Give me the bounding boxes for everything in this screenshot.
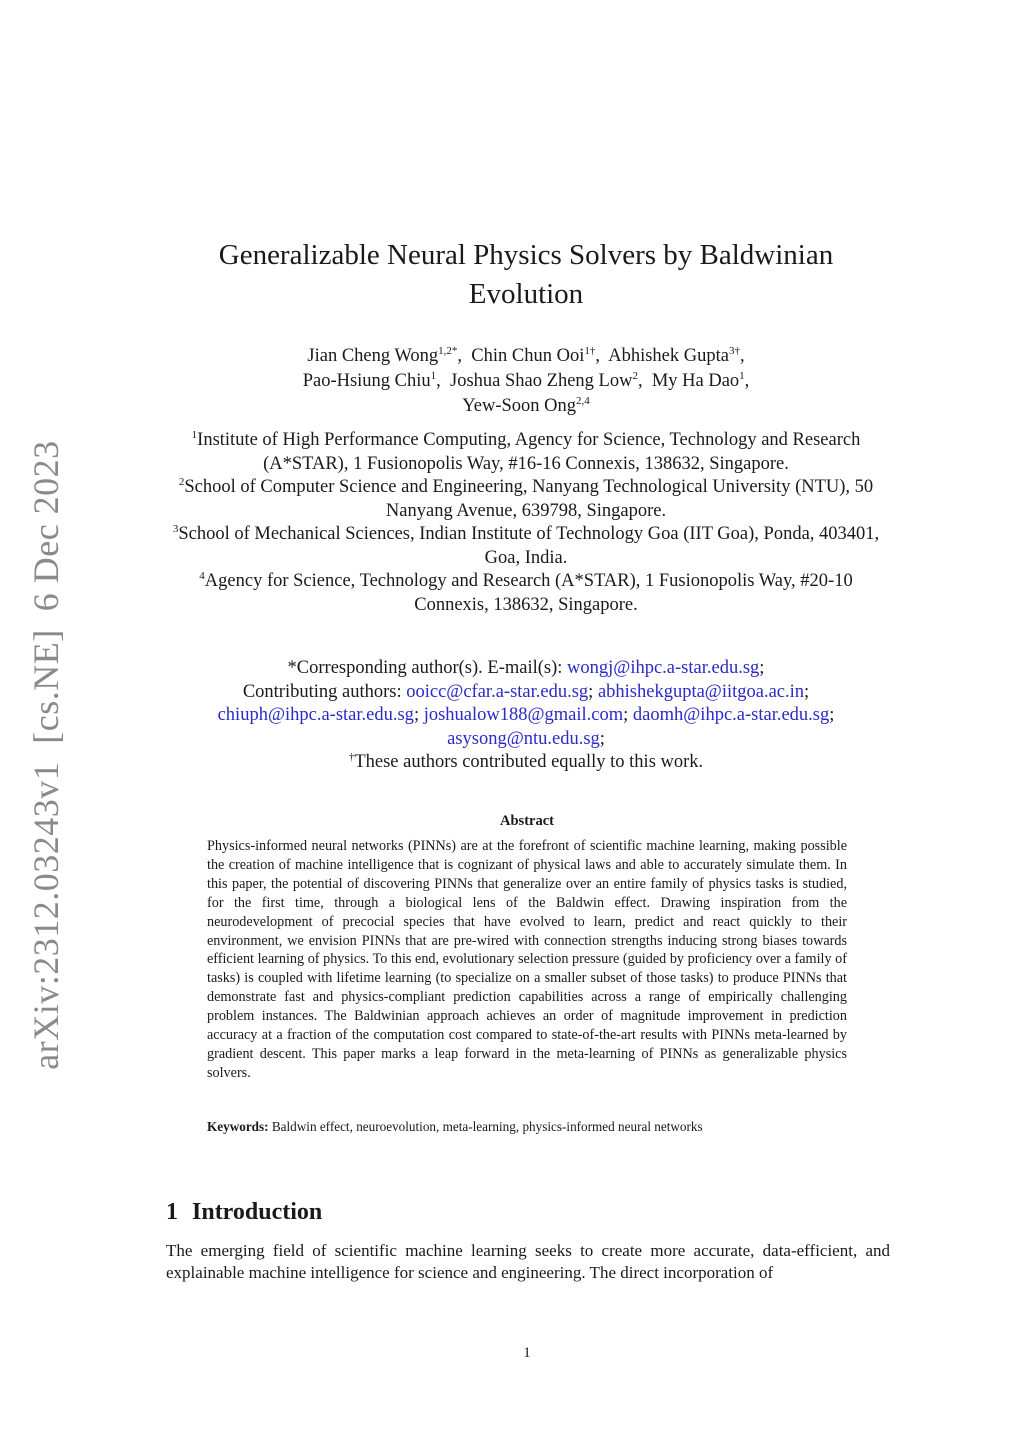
email-link[interactable]: joshualow188@gmail.com <box>423 705 624 725</box>
section-title: Introduction <box>192 1199 323 1225</box>
affiliation: $^2$School of Computer Science and Engineering, Nanyang Technological University (NTU), 50 Nanyang Avenue, 639798, Singapore. <box>178 475 874 521</box>
author: My Ha Dao$^1$, <box>651 369 750 391</box>
email-link[interactable]: asysong@ntu.edu.sg <box>447 728 600 749</box>
abstract-heading: Abstract <box>500 813 554 829</box>
section-heading <box>166 1196 322 1228</box>
author: Joshua Shao Zheng Low$^2$, <box>450 369 643 391</box>
affiliation: $^3$School of Mechanical Sciences, Indian Institute of Technology Goa (IIT Goa), Ponda, 403401, Goa, India. <box>172 522 880 568</box>
section-text: The emerging field of scientific machine learning seeks to create more accurate, data-efficient, and explainable machine intelligence for science and engineering. The direct incorporation of <box>166 1241 890 1282</box>
email-link[interactable]: wongj@ihpc.a-star.edu.sg <box>567 658 760 678</box>
arxiv-category: [cs.NE] <box>26 629 66 744</box>
keywords <box>207 1118 847 1136</box>
contributing-line: chiuph@ihpc.a-star.edu.sg; joshualow188@gmail.com; daomh@ihpc.a-star.edu.sg; <box>217 705 835 725</box>
author: Yew-Soon Ong$^{2,4}$ <box>462 394 590 416</box>
author: Jian Cheng Wong$^{1,2*}$, <box>307 344 463 366</box>
email-link[interactable]: daomh@ihpc.a-star.edu.sg <box>632 705 830 725</box>
affiliation: $^4$Agency for Science, Technology and Research (A*STAR), 1 Fusionopolis Way, #20-10 Connexis, 138632, Singapore. <box>199 569 853 615</box>
email-link[interactable]: chiuph@ihpc.a-star.edu.sg <box>217 705 414 725</box>
author: Chin Chun Ooi$^{1\dagger}$, <box>471 344 600 366</box>
contributing-line: asysong@ntu.edu.sg; <box>447 728 605 749</box>
arxiv-identifier <box>25 422 67 1069</box>
affiliation: $^1$Institute of High Performance Computing, Agency for Science, Technology and Research (A*STAR), 1 Fusionopolis Way, #16-16 Connexis, 138632, Singapore. <box>191 428 861 474</box>
author: Abhishek Gupta$^{3\dagger}$, <box>608 344 745 366</box>
equal-contribution-note: †These authors contributed equally to this work. <box>348 750 704 772</box>
contact-block <box>160 657 892 775</box>
page-number: 1 <box>523 1345 531 1361</box>
contributing-line: Contributing authors: ooicc@cfar.a-star.edu.sg; abhishekgupta@iitgoa.ac.in; <box>242 681 810 702</box>
arxiv-id: arXiv:2312.03243v1 <box>26 761 66 1070</box>
paper-title: Generalizable Neural Physics Solvers by Baldwinian Evolution <box>218 239 834 310</box>
abstract-text: Physics-informed neural networks (PINNs) are at the forefront of scientific machine learning, making possible the creation of machine intelligence that is cognizant of physical laws and able to accurately simulate them. In this paper, the potential of discovering PINNs that generalize over an entire family of physics tasks is studied, for the first time, through a biological lens of the Baldwin effect. Drawing inspiration from the neurodevelopment of precocial species that have evolved to learn, predict and react quickly to their environment, we envision PINNs that are pre-wired with connection strengths inducing strong biases towards efficient learning of physics. To this end, evolutionary selection pressure (guided by proficiency over a family of tasks) is coupled with lifetime learning (to specialize on a smaller subset of those tasks) to produce PINNs that demonstrate fast and physics-compliant prediction capabilities across a range of empirically challenging problem instances. The Baldwinian approach achieves an order of magnitude improvement in prediction accuracy at a fraction of the computation cost compared to state-of-the-art results with PINNs meta-learned by gradient descent. This paper marks a leap forward in the meta-learning of PINNs as generalizable physics solvers. <box>207 838 847 1081</box>
email-link[interactable]: abhishekgupta@iitgoa.ac.in <box>597 681 805 702</box>
keywords-label: Keywords: <box>207 1119 269 1134</box>
email-link[interactable]: ooicc@cfar.a-star.edu.sg <box>406 681 589 702</box>
author-list <box>170 344 882 419</box>
affiliation-list <box>170 429 882 617</box>
corresponding-line: *Corresponding author(s). E-mail(s): wongj@ihpc.a-star.edu.sg; <box>287 658 765 678</box>
arxiv-date: 6 Dec 2023 <box>26 440 66 612</box>
section-number: 1 <box>166 1199 178 1225</box>
keywords-text: Baldwin effect, neuroevolution, meta-learning, physics-informed neural networks <box>271 1119 703 1134</box>
author: Pao-Hsiung Chiu$^1$, <box>302 369 441 391</box>
